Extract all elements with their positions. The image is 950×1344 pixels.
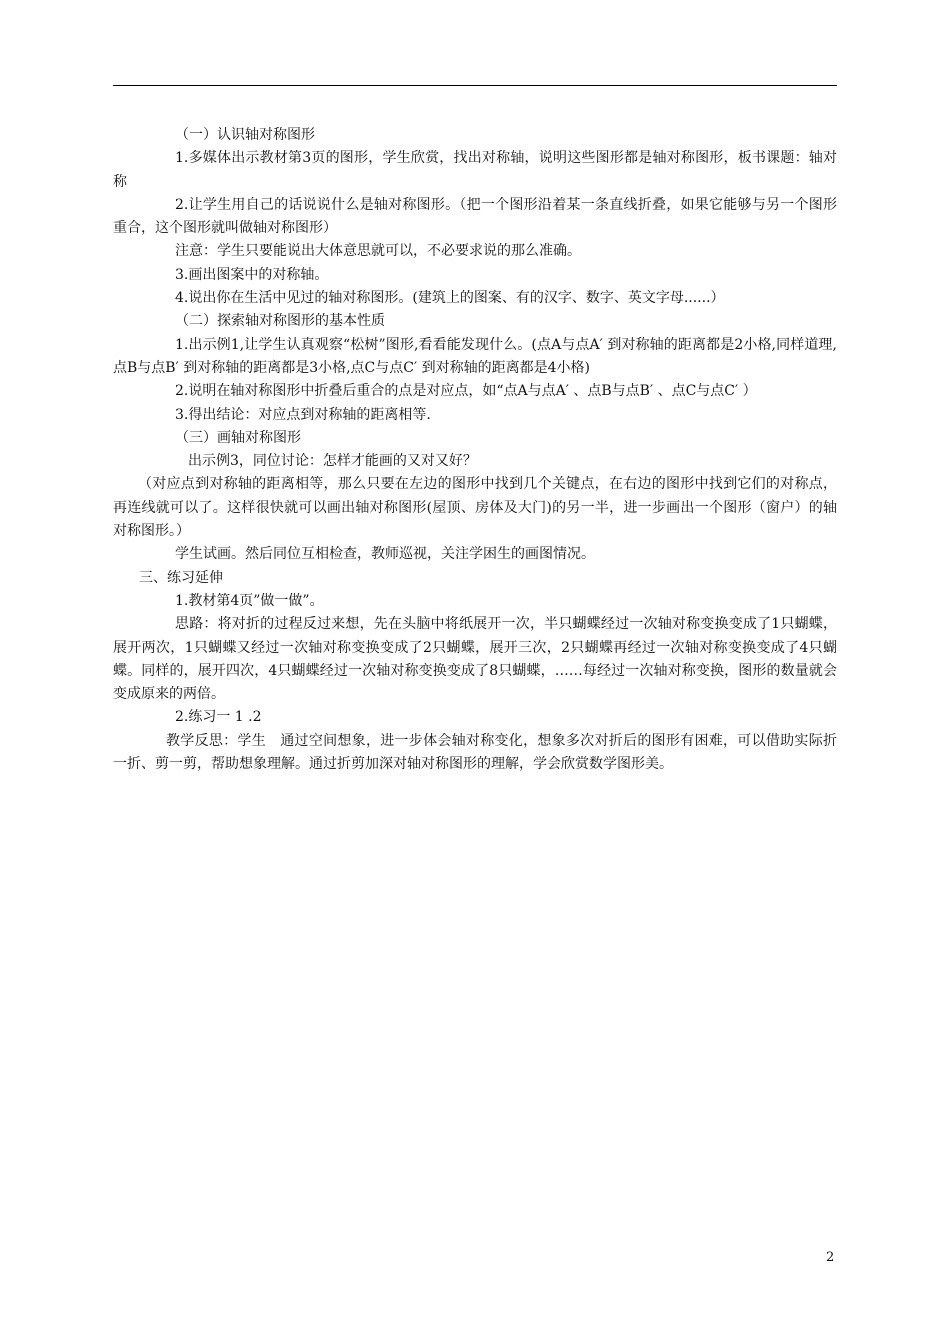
section-2-heading: （二）探索轴对称图形的基本性质 xyxy=(175,313,385,330)
section-1-paragraph-1: 1.多媒体出示教材第3页的图形，学生欣赏，找出对称轴，说明这些图形都是轴对称图形，板书课题：轴对称 xyxy=(113,150,837,190)
page-number: 2 xyxy=(826,1250,835,1265)
section-3-paragraph-3: 学生试画。然后同位互相检查，教师巡视，关注学困生的画图情况。 xyxy=(175,546,595,563)
section-4-paragraph-2: 思路：将对折的过程反过来想，先在头脑中将纸展开一次，半只蝴蝶经过一次轴对称变换变成了1只蝴蝶，展开两次，1只蝴蝶又经过一次轴对称变换变成了2只蝴蝶，展开三次，2只蝴蝶再经过一次轴对称变换变成了4只蝴蝶。同样的，展开四次，4只蝴蝶经过一次轴对称变换变成了8只蝴蝶，……每经过一次轴对称变换，图形的数量就会变成原来的两倍。 xyxy=(113,616,837,703)
section-3-paragraph-2: （对应点到对称轴的距离相等，那么只要在左边的图形中找到几个关键点，在右边的图形中找到它们的对称点，再连线就可以了。这样很快就可以画出轴对称图形(屋顶、房体及大门)的另一半，进一步画出一个图形（窗户）的轴对称图形。） xyxy=(113,476,837,540)
section-4-paragraph-3: 2.练习一 1 .2 xyxy=(175,709,262,726)
section-1-paragraph-2: 2.让学生用自己的话说说什么是轴对称图形。（把一个图形沿着某一条直线折叠，如果它能够与另一个图形重合，这个图形就叫做轴对称图形） xyxy=(113,196,837,237)
section-4-paragraph-1: 1.教材第4页”做一做”。 xyxy=(175,592,324,609)
section-1-paragraph-3: 3.画出图案中的对称轴。 xyxy=(175,266,329,283)
section-1-paragraph-4: 4.说出你在生活中见过的轴对称图形。(建筑上的图案、有的汉字、数字、英文字母......） xyxy=(175,290,725,307)
section-1-note: 注意：学生只要能说出大体意思就可以，不必要求说的那么准确。 xyxy=(175,243,581,260)
section-2-paragraph-3: 3.得出结论：对应点到对称轴的距离相等. xyxy=(175,406,431,423)
header-rule xyxy=(113,85,837,86)
teaching-reflection: 教学反思：学生 通过空间想象，进一步体会轴对称变化，想象多次对折后的图形有困难，可以借助实际折一折、剪一剪，帮助想象理解。通过折剪加深对轴对称图形的理解，学会欣赏数学图形美。 xyxy=(113,732,837,773)
section-4-heading: 三、练习延伸 xyxy=(139,569,223,586)
section-2-paragraph-1: 1.出示例1,让学生认真观察“松树”图形,看看能发现什么。(点A与点A′ 到对称轴的距离都是2小格,同样道理,点B与点B′ 到对称轴的距离都是3小格,点C与点C′ 到对称轴的距离都是4小格) xyxy=(113,336,837,376)
document-body xyxy=(113,124,837,776)
section-2-paragraph-2: 2.说明在轴对称图形中折叠后重合的点是对应点，如“点A与点A′ 、点B与点B′ 、点C与点C′ ） xyxy=(175,383,757,400)
section-3-paragraph-1: 出示例3，同位讨论：怎样才能画的又对又好？ xyxy=(188,453,477,470)
section-3-heading: （三）画轴对称图形 xyxy=(175,429,301,446)
section-1-heading: （一）认识轴对称图形 xyxy=(175,127,315,143)
